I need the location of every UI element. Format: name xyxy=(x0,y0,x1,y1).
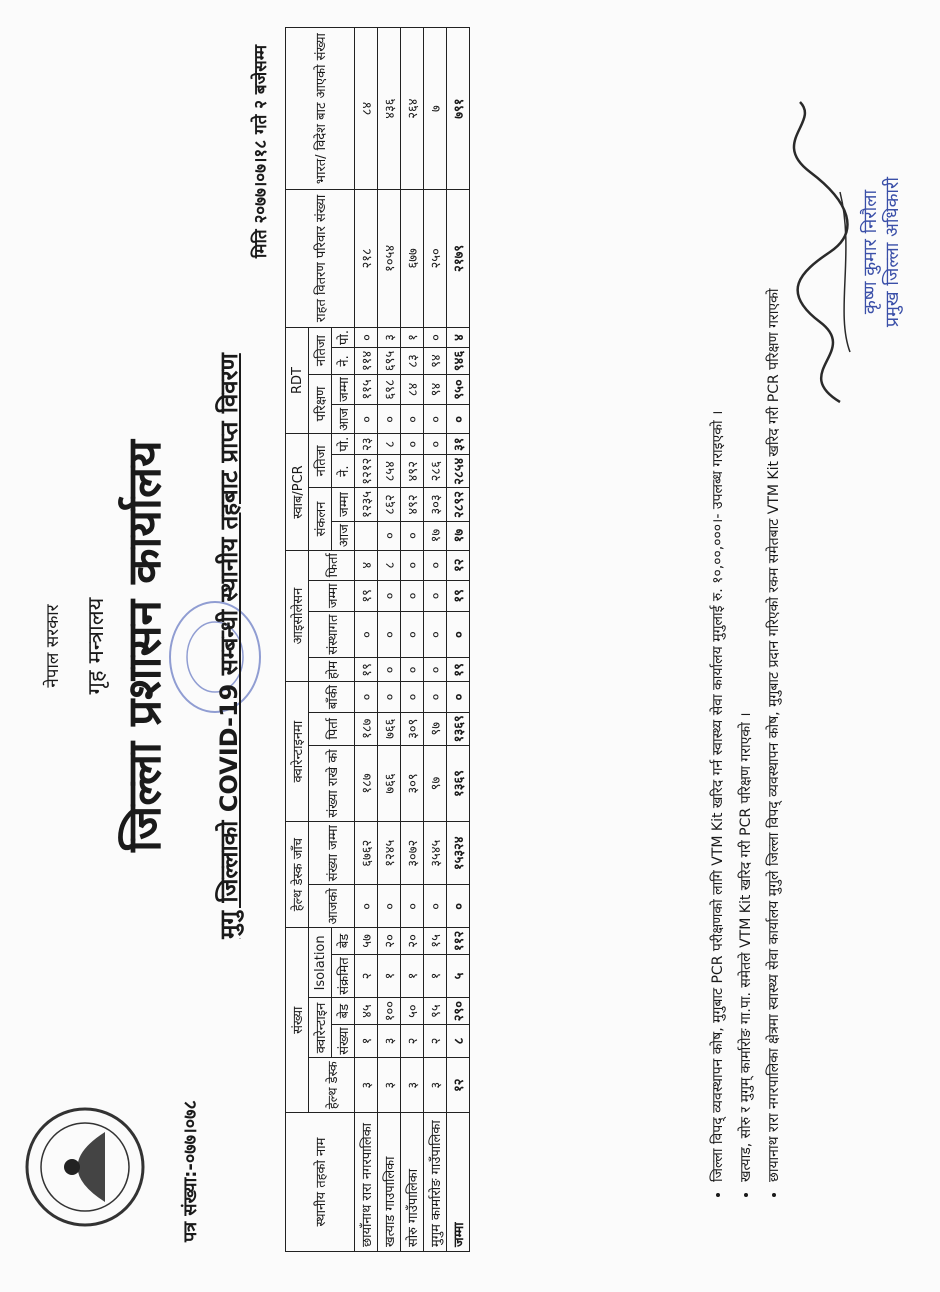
local-level-name: सोरु गाउँपालिका xyxy=(401,1113,424,1252)
cell-p-pos: २३ xyxy=(355,434,378,455)
table-row xyxy=(378,28,401,1252)
cell-hd: ३ xyxy=(424,1058,447,1113)
cell-qr: ० xyxy=(424,682,447,712)
cell-p-total: ३०३ xyxy=(424,488,447,521)
col-health-desk: हेल्थ डेस्क xyxy=(309,1058,355,1113)
col-pcr-result: नतिजा xyxy=(309,434,332,488)
ministry-heading: गृह मन्त्रालय xyxy=(84,597,109,695)
cell-p-pos: ० xyxy=(424,434,447,455)
cell-i-n: २ xyxy=(355,954,378,998)
cell-qr: ० xyxy=(401,682,424,712)
notes-list xyxy=(704,2,788,1222)
col-inst: संस्थागत xyxy=(309,611,355,658)
col-pcr-collect: संकलन xyxy=(309,488,332,550)
col-rdt-result: नतिजा xyxy=(309,327,332,374)
signer-title: प्रमुख जिल्ला अधिकारी xyxy=(882,176,903,328)
cell-p-neg: ४९२ xyxy=(401,455,424,488)
cell-p-pos: ३१ xyxy=(447,434,470,455)
table-row xyxy=(355,28,378,1252)
cell-home: ० xyxy=(378,658,401,682)
col-rdt-neg: ने. xyxy=(332,348,355,374)
col-relief: राहत वितरण परिवार संख्या xyxy=(286,190,355,328)
col-rdt-total: जम्मा xyxy=(332,374,355,405)
col-iso-return: फिर्ता xyxy=(309,550,355,580)
note-item: • खत्याड, सोरु र मुगुम् कार्मारोङ गा.पा. समेतले VTM Kit खरिद गरी PCR परिक्षण गराएको । xyxy=(732,2,760,1182)
cell-isum: १९ xyxy=(447,580,470,611)
cell-p-today: १७ xyxy=(447,521,470,550)
cell-r-neg: ११४ xyxy=(355,348,378,374)
col-pcr-neg: ने. xyxy=(332,455,355,488)
cell-hd: ३ xyxy=(355,1058,378,1113)
cell-r-neg: ८३ xyxy=(401,348,424,374)
cell-p-today: ० xyxy=(401,521,424,550)
col-group-isolation-nep: आइसोलेसन xyxy=(286,550,309,682)
cell-q-b: २९० xyxy=(447,998,470,1024)
cell-hd-total: ३०७२ xyxy=(401,821,424,884)
cell-i-n: १ xyxy=(401,954,424,998)
cell-hd-today: ० xyxy=(355,885,378,928)
cell-i-b: २० xyxy=(378,928,401,954)
col-iso-total: जम्मा xyxy=(309,580,355,611)
cell-qr: ० xyxy=(378,682,401,712)
cell-relief: २१७९ xyxy=(447,190,470,328)
col-quarantine: क्वारेन्टाइन xyxy=(309,998,332,1058)
col-isolation: Isolation xyxy=(309,928,332,998)
cell-relief: २१८ xyxy=(355,190,378,328)
cell-home: १९ xyxy=(355,658,378,682)
cell-i-b: १५ xyxy=(424,928,447,954)
cell-p-total: २८९२ xyxy=(447,488,470,521)
col-pcr-today: आज xyxy=(332,521,355,550)
col-group-hd-test: हेल्थ डेस्क जाँच xyxy=(286,821,309,927)
cell-qr: ० xyxy=(447,682,470,712)
cell-q-b: १०० xyxy=(378,998,401,1024)
col-india: भारत/ विदेश बाट आएको संख्या xyxy=(286,28,355,190)
cell-r-neg: ६९५ xyxy=(378,348,401,374)
cell-qr: ० xyxy=(355,682,378,712)
cell-p-today: १७ xyxy=(424,521,447,550)
cell-p-total: १२३५ xyxy=(355,488,378,521)
cell-q-b: ४५ xyxy=(355,998,378,1024)
cell-r-pos: ० xyxy=(424,327,447,348)
col-local-name: स्थानीय तहको नाम xyxy=(286,1113,355,1252)
cell-q-b: ९५ xyxy=(424,998,447,1024)
col-group-count: संख्या xyxy=(286,928,309,1113)
col-q-count: संख्या xyxy=(332,1024,355,1058)
letter-number: पत्र संख्या:-०७७।०७८ xyxy=(180,1100,201,1242)
cell-i-b: २० xyxy=(401,928,424,954)
cell-qk: ३०९ xyxy=(401,745,424,821)
cell-india: ७९१ xyxy=(447,28,470,190)
cell-inst: ० xyxy=(424,611,447,658)
cell-home: १९ xyxy=(447,658,470,682)
cell-r-today: ० xyxy=(355,405,378,434)
cell-p-neg: ८५४ xyxy=(378,455,401,488)
col-q-remain: बाँकी xyxy=(309,682,355,712)
cell-inst: ० xyxy=(355,611,378,658)
note-item: • जिल्ला विपद् व्यवस्थापन कोष, मुगुबाट PCR परीक्षणको लागि VTM Kit खरिद गर्न स्वास्थ्य सेवा कार्यालय मुगुलाई रु. १०,००,०००।- उपलब्ध गराइएको । xyxy=(704,2,732,1182)
cell-home: ० xyxy=(424,658,447,682)
covid-data-table xyxy=(285,27,470,1252)
cell-hd: ३ xyxy=(401,1058,424,1113)
cell-inst: ० xyxy=(447,611,470,658)
cell-iret: ४ xyxy=(355,550,378,580)
cell-i-n: ५ xyxy=(447,954,470,998)
office-title: जिल्ला प्रशासन कार्यालय xyxy=(117,440,171,852)
cell-r-pos: ४ xyxy=(447,327,470,348)
cell-hd-total: १२४५ xyxy=(378,821,401,884)
cell-i-b: ५७ xyxy=(355,928,378,954)
cell-india: ७ xyxy=(424,28,447,190)
signer-name: कृष्ण कुमार निरौला xyxy=(860,189,881,315)
cell-r-today: ० xyxy=(401,405,424,434)
col-hd-total: संख्या जम्मा xyxy=(309,821,355,884)
cell-inst: ० xyxy=(378,611,401,658)
cell-p-pos: ८ xyxy=(378,434,401,455)
col-i-infected: संक्रमित xyxy=(332,954,355,998)
cell-r-total: ९४ xyxy=(424,374,447,405)
cell-p-neg: २८६ xyxy=(424,455,447,488)
cell-q-n: ३ xyxy=(378,1024,401,1058)
cell-r-total: ९५० xyxy=(447,374,470,405)
cell-r-pos: ३ xyxy=(378,327,401,348)
cell-ql: १८७ xyxy=(355,712,378,745)
cell-isum: ० xyxy=(424,580,447,611)
cell-p-total: ४९२ xyxy=(401,488,424,521)
table-row xyxy=(424,28,447,1252)
table-total-row xyxy=(447,28,470,1252)
cell-hd: १२ xyxy=(447,1058,470,1113)
cell-p-today: ० xyxy=(378,521,401,550)
col-rdt-today: आज xyxy=(332,405,355,434)
col-q-kept: संख्या राखे को xyxy=(309,745,355,821)
cell-r-pos: १ xyxy=(401,327,424,348)
cell-r-neg: ९४६ xyxy=(447,348,470,374)
cell-q-n: २ xyxy=(401,1024,424,1058)
note-item: • छायानाथ रारा नगरपालिका क्षेत्रमा स्वास्थ्य सेवा कार्यालय मुगुले जिल्ला विपद् व्यवस्थापन कोष, मुगुबाट प्रदान गरिएको रकम समेतबाट VTM Kit खरिद गरी PCR परिक्षण गराएको xyxy=(760,2,788,1182)
cell-p-pos: ० xyxy=(401,434,424,455)
local-level-name: मुगुम कार्मारोङ गाउँपालिका xyxy=(424,1113,447,1252)
cell-hd-total: ६७६२ xyxy=(355,821,378,884)
document-date: मिति २०७७।०७।१८ गते २ बजेसम्म xyxy=(251,45,271,259)
cell-relief: २५० xyxy=(424,190,447,328)
col-group-rdt: RDT xyxy=(286,327,309,434)
cell-qk: ७६६ xyxy=(378,745,401,821)
cell-r-today: ० xyxy=(378,405,401,434)
cell-q-n: २ xyxy=(424,1024,447,1058)
government-heading: नेपाल सरकार xyxy=(43,604,63,688)
cell-p-total: ८६२ xyxy=(378,488,401,521)
cell-iret: ० xyxy=(401,550,424,580)
cell-hd-today: ० xyxy=(447,885,470,928)
table-row xyxy=(401,28,424,1252)
cell-q-n: ८ xyxy=(447,1024,470,1058)
col-q-left: पिर्ता xyxy=(309,712,355,745)
cell-isum: १९ xyxy=(355,580,378,611)
table-body xyxy=(355,28,470,1252)
col-group-pcr: स्वाब/PCR xyxy=(286,434,309,550)
cell-q-n: १ xyxy=(355,1024,378,1058)
cell-r-total: ११५ xyxy=(355,374,378,405)
col-rdt-pos: पो. xyxy=(332,327,355,348)
col-pcr-pos: पो. xyxy=(332,434,355,455)
cell-ql: ७६६ xyxy=(378,712,401,745)
cell-r-neg: ९४ xyxy=(424,348,447,374)
cell-india: ४३६ xyxy=(378,28,401,190)
cell-isum: ० xyxy=(378,580,401,611)
cell-iret: ८ xyxy=(378,550,401,580)
col-q-bed: बेड xyxy=(332,998,355,1024)
cell-qk: १८७ xyxy=(355,745,378,821)
cell-relief: ६७७ xyxy=(401,190,424,328)
cell-iret: १२ xyxy=(447,550,470,580)
handwritten-signature xyxy=(780,92,870,412)
cell-r-today: ० xyxy=(424,405,447,434)
cell-p-neg: १२१२ xyxy=(355,455,378,488)
cell-ql: १३६९ xyxy=(447,712,470,745)
cell-i-n: १ xyxy=(378,954,401,998)
cell-iret: ० xyxy=(424,550,447,580)
cell-isum: ० xyxy=(401,580,424,611)
cell-hd-today: ० xyxy=(401,885,424,928)
cell-hd-today: ० xyxy=(424,885,447,928)
cell-q-b: ५० xyxy=(401,998,424,1024)
col-home: होम xyxy=(309,658,355,682)
cell-india: ८४ xyxy=(355,28,378,190)
signer-block xyxy=(860,92,904,412)
cell-home: ० xyxy=(401,658,424,682)
cell-i-n: १ xyxy=(424,954,447,998)
cell-p-today xyxy=(355,521,378,550)
cell-hd-total: ३५४५ xyxy=(424,821,447,884)
local-level-name: खत्याड गाउपालिका xyxy=(378,1113,401,1252)
cell-ql: ३०९ xyxy=(401,712,424,745)
cell-hd: ३ xyxy=(378,1058,401,1113)
cell-r-total: ८४ xyxy=(401,374,424,405)
col-group-quarantine-now: क्वारेन्टाइनमा xyxy=(286,682,309,822)
cell-qk: ९७ xyxy=(424,745,447,821)
cell-inst: ० xyxy=(401,611,424,658)
cell-r-total: ६९८ xyxy=(378,374,401,405)
cell-hd-total: १५३२४ xyxy=(447,821,470,884)
cell-ql: ९७ xyxy=(424,712,447,745)
local-level-name: छायाँनाथ रारा नगरपालिका xyxy=(355,1113,378,1252)
col-hd-today: आजको xyxy=(309,885,355,928)
col-rdt-test: परिक्षण xyxy=(309,374,332,434)
cell-hd-today: ० xyxy=(378,885,401,928)
local-level-name: जम्मा xyxy=(447,1113,470,1252)
cell-qk: १३६९ xyxy=(447,745,470,821)
document-subject: मुगु जिल्लाको COVID-19 सम्बन्धी स्थानीय तहबाट प्राप्त विवरण xyxy=(215,353,243,939)
col-i-bed: बेड xyxy=(332,928,355,954)
cell-i-b: ११२ xyxy=(447,928,470,954)
cell-r-pos: ० xyxy=(355,327,378,348)
cell-relief: १०५४ xyxy=(378,190,401,328)
cell-india: २६४ xyxy=(401,28,424,190)
cell-r-today: ० xyxy=(447,405,470,434)
cell-p-neg: २८५४ xyxy=(447,455,470,488)
col-pcr-total: जम्मा xyxy=(332,488,355,521)
